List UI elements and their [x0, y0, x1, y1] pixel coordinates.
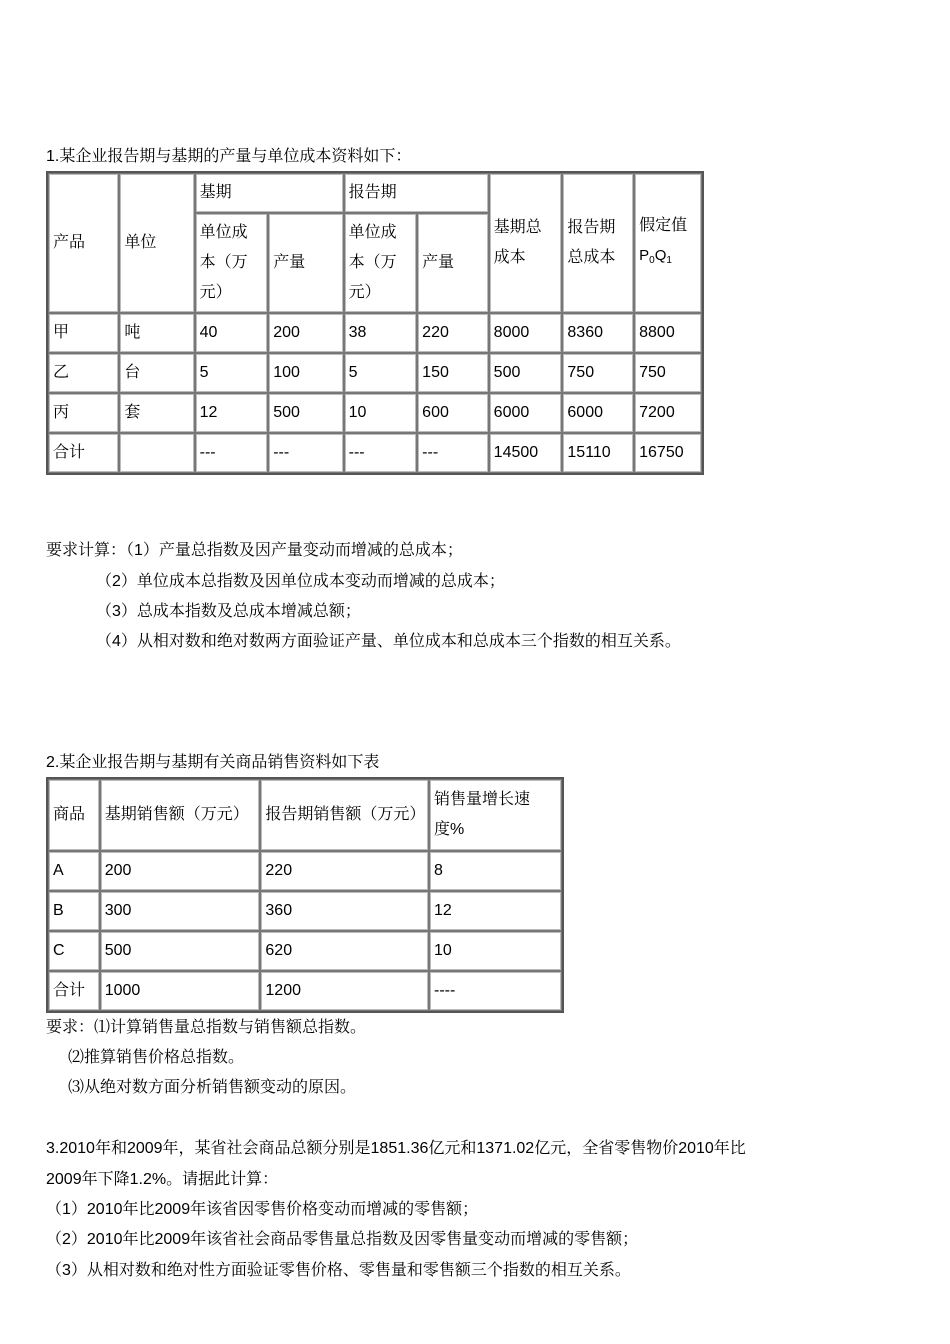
table-cell: 40	[195, 313, 269, 353]
q1-assumed-label: 假定值	[639, 216, 688, 234]
table-cell: 台	[119, 353, 194, 393]
table-cell: 750	[562, 353, 634, 393]
table-row-total	[48, 433, 702, 473]
table-row	[48, 353, 702, 393]
table-cell: ---	[195, 433, 269, 473]
q1-assumed-formula: $P_0Q_1$	[639, 246, 672, 266]
table-cell: 1200	[260, 971, 429, 1011]
table-cell: 500	[100, 931, 261, 971]
table-cell: 500	[489, 353, 563, 393]
table-cell: 合计	[48, 971, 100, 1011]
q3-line-2: 2009年下降1.2%。请据此计算：	[46, 1171, 279, 1188]
table-cell: B	[48, 891, 100, 931]
table-cell: 甲	[48, 313, 119, 353]
q1-requirement-1: 要求计算：（1）产量总指数及因产量变动而增减的总成本；	[46, 542, 463, 559]
q1-header-report-unit-cost: 单位成本（万元）	[344, 213, 418, 313]
q1-header-report-period: 报告期	[344, 173, 489, 213]
table-cell: ----	[429, 971, 562, 1011]
table-row	[48, 313, 702, 353]
table-cell: 乙	[48, 353, 119, 393]
table-cell: 150	[417, 353, 489, 393]
table-cell: 10	[344, 393, 418, 433]
q2-table	[46, 777, 564, 1013]
table-cell: ---	[268, 433, 343, 473]
table-cell: 14500	[489, 433, 563, 473]
q1-header-row-1	[48, 173, 702, 213]
table-cell: 5	[344, 353, 418, 393]
q2-header-report-sales: 报告期销售额（万元）	[260, 779, 429, 851]
q3-line-5: （3）从相对数和绝对性方面验证零售价格、零售量和零售额三个指数的相互关系。	[46, 1262, 631, 1279]
table-cell: 5	[195, 353, 269, 393]
q1-header-unit: 单位	[119, 173, 194, 313]
q2-requirement-3: ⑶从绝对数方面分析销售额变动的原因。	[68, 1079, 357, 1096]
table-cell: 6000	[562, 393, 634, 433]
q2-header-item: 商品	[48, 779, 100, 851]
q1-header-product: 产品	[48, 173, 119, 313]
q1-requirement-4: （4）从相对数和绝对数两方面验证产量、单位成本和总成本三个指数的相互关系。	[96, 633, 681, 650]
table-cell: 12	[429, 891, 562, 931]
table-cell: 16750	[634, 433, 702, 473]
table-cell: 300	[100, 891, 261, 931]
table-cell: 7200	[634, 393, 702, 433]
q2-requirement-2: ⑵推算销售价格总指数。	[68, 1049, 245, 1066]
table-cell: 500	[268, 393, 343, 433]
table-cell: 8360	[562, 313, 634, 353]
q2-header-row	[48, 779, 562, 851]
q1-intro: 1.某企业报告期与基期的产量与单位成本资料如下：	[46, 148, 412, 165]
q1-header-base-total: 基期总成本	[489, 173, 563, 313]
table-cell: 吨	[119, 313, 194, 353]
table-cell: A	[48, 851, 100, 891]
table-cell: ---	[417, 433, 489, 473]
q1-header-report-output: 产量	[417, 213, 489, 313]
q1-header-base-period: 基期	[195, 173, 344, 213]
q1-table	[46, 171, 704, 475]
q1-header-assumed-value	[634, 173, 702, 313]
table-cell: C	[48, 931, 100, 971]
table-cell: 620	[260, 931, 429, 971]
table-cell: 1000	[100, 971, 261, 1011]
table-cell: 8800	[634, 313, 702, 353]
table-cell: 12	[195, 393, 269, 433]
table-cell: 220	[260, 851, 429, 891]
table-cell: 丙	[48, 393, 119, 433]
table-row	[48, 891, 562, 931]
table-cell: 6000	[489, 393, 563, 433]
q1-header-report-total: 报告期总成本	[562, 173, 634, 313]
q3-line-3: （1）2010年比2009年该省因零售价格变动而增减的零售额；	[46, 1201, 479, 1218]
table-cell: 8000	[489, 313, 563, 353]
table-cell: 750	[634, 353, 702, 393]
table-cell	[119, 433, 194, 473]
table-cell: 100	[268, 353, 343, 393]
table-cell: 38	[344, 313, 418, 353]
table-row	[48, 931, 562, 971]
table-cell: 15110	[562, 433, 634, 473]
table-cell: ---	[344, 433, 418, 473]
q2-intro: 2.某企业报告期与基期有关商品销售资料如下表	[46, 754, 380, 771]
q1-header-base-unit-cost: 单位成本（万元）	[195, 213, 269, 313]
table-cell: 600	[417, 393, 489, 433]
q2-header-growth: 销售量增长速度%	[429, 779, 562, 851]
table-cell: 8	[429, 851, 562, 891]
table-cell: 360	[260, 891, 429, 931]
q2-requirement-1: 要求：⑴计算销售量总指数与销售额总指数。	[46, 1019, 367, 1036]
table-row	[48, 851, 562, 891]
table-cell: 套	[119, 393, 194, 433]
q1-requirement-3: （3）总成本指数及总成本增减总额；	[96, 603, 361, 620]
q3-line-1: 3.2010年和2009年，某省社会商品总额分别是1851.36亿元和1371.02亿元，全省零售物价2010年比	[46, 1140, 746, 1157]
q1-header-base-output: 产量	[268, 213, 343, 313]
q1-requirement-2: （2）单位成本总指数及因单位成本变动而增减的总成本；	[96, 573, 505, 590]
table-cell: 200	[100, 851, 261, 891]
table-row	[48, 393, 702, 433]
table-cell: 200	[268, 313, 343, 353]
table-row-total	[48, 971, 562, 1011]
q2-header-base-sales: 基期销售额（万元）	[100, 779, 261, 851]
table-cell: 合计	[48, 433, 119, 473]
table-cell: 10	[429, 931, 562, 971]
q3-line-4: （2）2010年比2009年该省社会商品零售量总指数及因零售量变动而增减的零售额；	[46, 1231, 639, 1248]
table-cell: 220	[417, 313, 489, 353]
